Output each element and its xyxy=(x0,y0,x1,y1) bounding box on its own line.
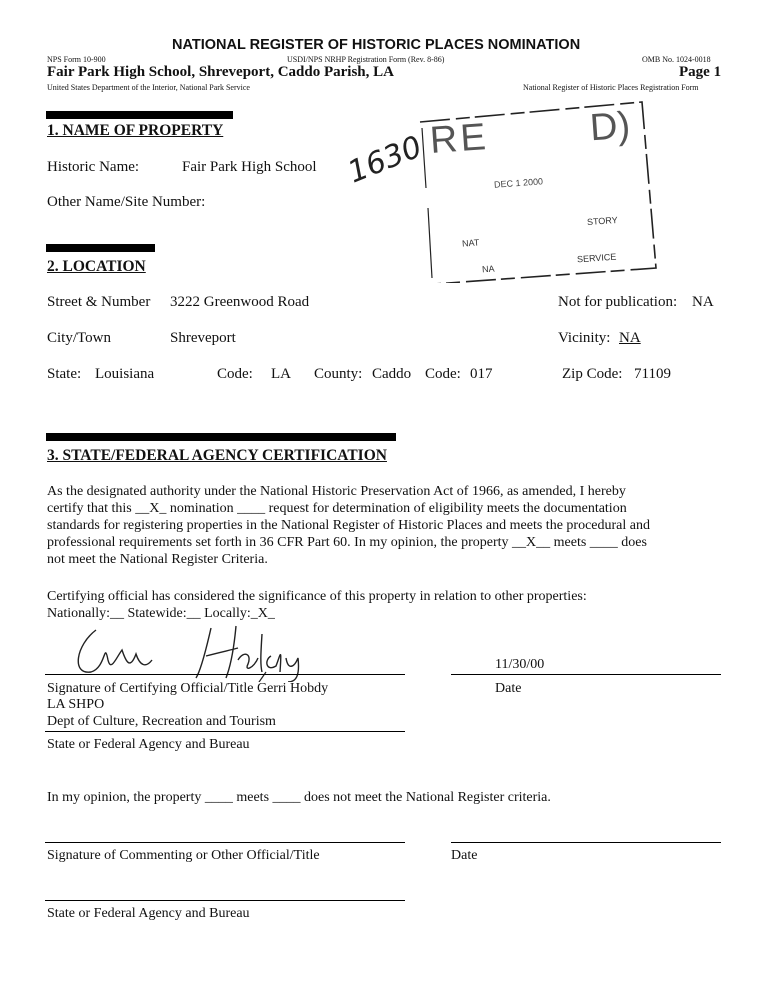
certification-line-5: not meet the National Register Criteria. xyxy=(47,552,268,567)
county-value[interactable]: Caddo xyxy=(372,366,412,382)
certification-line-2: certify that this __X_ nomination ____ request for determination of eligibility meets the documentation xyxy=(47,501,627,516)
date-label: Date xyxy=(495,681,522,696)
signature-line xyxy=(45,674,405,675)
opinion-line[interactable]: In my opinion, the property ____ meets ____ does not meet the National Register criteria. xyxy=(47,790,551,805)
county-code-label: Code: xyxy=(425,366,461,382)
state-label: State: xyxy=(47,366,82,382)
historic-name-value[interactable]: Fair Park High School xyxy=(182,159,317,175)
city-value[interactable]: Shreveport xyxy=(170,330,236,346)
certification-line-3: standards for registering properties in the National Register of Historic Places and meets the procedural and xyxy=(47,518,650,533)
agency-line xyxy=(45,731,405,732)
agency-label: State or Federal Agency and Bureau xyxy=(47,737,250,752)
signature-caption: Signature of Certifying Official/Title Gerri Hobdy xyxy=(47,681,329,696)
commenting-agency-label: State or Federal Agency and Bureau xyxy=(47,906,250,921)
stamp-date: DEC 1 2000 xyxy=(493,176,544,190)
commenting-official-label: Signature of Commenting or Other Official/Title xyxy=(47,848,320,863)
stamp-line-c: NA xyxy=(481,263,495,275)
commenting-agency-line xyxy=(45,900,405,901)
section-2-bar xyxy=(46,244,155,252)
omb-number: OMB No. 1024-0018 xyxy=(642,55,711,64)
date-line xyxy=(451,674,721,675)
section-2-heading: 2. LOCATION xyxy=(47,258,146,275)
street-label: Street & Number xyxy=(47,294,151,310)
property-header-line: Fair Park High School, Shreveport, Caddo Parish, LA xyxy=(47,64,394,80)
vicinity-label: Vicinity: xyxy=(558,330,611,346)
department-line: United States Department of the Interior, National Park Service xyxy=(47,83,250,92)
city-label: City/Town xyxy=(47,330,111,346)
not-for-publication-label: Not for publication: xyxy=(558,294,678,310)
stamp-line-d: SERVICE xyxy=(576,251,617,265)
stamp-line-b: STORY xyxy=(586,214,618,228)
certification-line-1: As the designated authority under the National Historic Preservation Act of 1966, as amended, I hereby xyxy=(47,484,626,499)
page-number: Page 1 xyxy=(679,64,722,80)
commenting-date-label: Date xyxy=(451,848,478,863)
stamp-received-text: RE xyxy=(428,116,491,163)
form-main-title: NATIONAL REGISTER OF HISTORIC PLACES NOMINATION xyxy=(172,37,581,53)
form-subtitle: USDI/NPS NRHP Registration Form (Rev. 8-86) xyxy=(287,55,445,64)
certifying-department: Dept of Culture, Recreation and Tourism xyxy=(47,714,276,729)
certification-line-4: professional requirements set forth in 36 CFR Part 60. In my opinion, the property __X__ meets ____ does xyxy=(47,535,647,550)
street-value[interactable]: 3222 Greenwood Road xyxy=(170,294,310,310)
significance-levels[interactable]: Nationally:__ Statewide:__ Locally:_X_ xyxy=(47,606,275,621)
section-1-heading: 1. NAME OF PROPERTY xyxy=(47,122,224,139)
signature-icon xyxy=(66,620,316,682)
historic-name-label: Historic Name: xyxy=(47,159,140,175)
form-number: NPS Form 10-900 xyxy=(47,55,106,64)
county-code-value[interactable]: 017 xyxy=(470,366,493,382)
received-stamp xyxy=(412,88,672,283)
significance-line: Certifying official has considered the significance of this property in relation to other properties: xyxy=(47,589,587,604)
signer-role: LA SHPO xyxy=(47,697,105,712)
county-label: County: xyxy=(314,366,363,382)
handwritten-signature xyxy=(66,620,316,682)
not-for-publication-value[interactable]: NA xyxy=(692,294,714,310)
commenting-date-line xyxy=(451,842,721,843)
section-3-heading: 3. STATE/FEDERAL AGENCY CERTIFICATION xyxy=(47,447,387,464)
section-1-bar xyxy=(46,111,233,119)
other-name-label: Other Name/Site Number: xyxy=(47,194,206,210)
certification-date-value[interactable]: 11/30/00 xyxy=(495,657,545,672)
section-3-bar xyxy=(46,433,396,441)
handwritten-reference-number: 1630 xyxy=(343,129,427,191)
vicinity-value[interactable]: NA xyxy=(619,330,641,346)
commenting-signature-line xyxy=(45,842,405,843)
zip-value[interactable]: 71109 xyxy=(634,366,671,382)
stamp-d-text: D) xyxy=(588,104,632,150)
registration-form-line: National Register of Historic Places Registration Form xyxy=(523,83,699,92)
state-code-label: Code: xyxy=(217,366,253,382)
zip-label: Zip Code: xyxy=(562,366,623,382)
stamp-line-a: NAT xyxy=(461,237,480,249)
state-value[interactable]: Louisiana xyxy=(95,366,155,382)
state-code-value[interactable]: LA xyxy=(271,366,291,382)
